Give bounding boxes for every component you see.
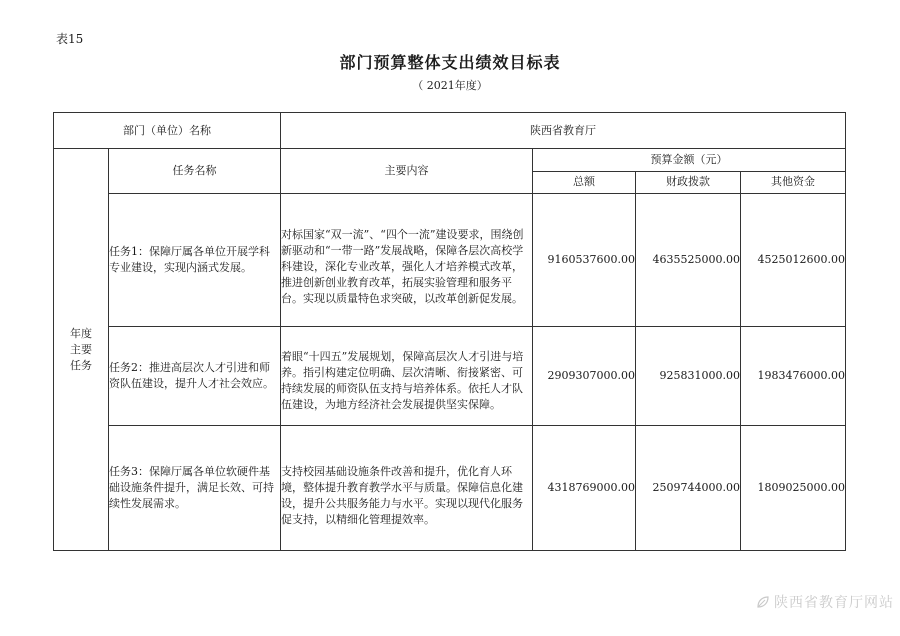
site-watermark bbox=[756, 592, 894, 612]
fiscal-amount-cell: 2509744000.00 bbox=[636, 426, 741, 551]
header-row bbox=[54, 149, 846, 172]
annual-tasks-text: 年度主要任务 bbox=[70, 326, 92, 372]
other-amount-cell: 1809025000.00 bbox=[741, 426, 846, 551]
task-content-cell: 着眼“十四五”发展规划，保障高层次人才引进与培养。指引构建定位明确、层次清晰、衔接紧密、可持续发展的师资队伍支持与培养体系。依托人才队伍建设，为地方经济社会发展提供坚实保障。 bbox=[281, 327, 533, 426]
task-name-cell: 任务1：保障厅属各单位开展学科专业建设，实现内涵式发展。 bbox=[109, 194, 281, 327]
task-name-cell: 任务2：推进高层次人才引进和师资队伍建设，提升人才社会效应。 bbox=[109, 327, 281, 426]
annual-tasks-label bbox=[54, 149, 109, 551]
fiscal-amount-cell: 925831000.00 bbox=[636, 327, 741, 426]
table-row bbox=[54, 426, 846, 551]
leaf-logo-icon bbox=[756, 595, 770, 609]
task-content-cell: 支持校园基础设施条件改善和提升，优化育人环境，整体提升教育教学水平与质量。保障信息化建设，提升公共服务能力与水平。实现以现代化服务促支持，以精细化管理提效率。 bbox=[281, 426, 533, 551]
content-header: 主要内容 bbox=[281, 149, 533, 194]
other-amount-cell: 4525012600.00 bbox=[741, 194, 846, 327]
budget-amount-header: 预算金额（元） bbox=[533, 149, 846, 172]
task-name-cell: 任务3：保障厅属各单位软硬件基础设施条件提升，满足长效、可持续性发展需求。 bbox=[109, 426, 281, 551]
total-header: 总额 bbox=[533, 171, 636, 194]
table-row bbox=[54, 194, 846, 327]
table-number: 表15 bbox=[56, 32, 84, 46]
task-name-header: 任务名称 bbox=[109, 149, 281, 194]
unit-row bbox=[54, 113, 846, 149]
total-amount-cell: 4318769000.00 bbox=[533, 426, 636, 551]
page-title: 部门预算整体支出绩效目标表 bbox=[339, 53, 561, 72]
unit-value: 陕西省教育厅 bbox=[281, 113, 846, 149]
other-header: 其他资金 bbox=[741, 171, 846, 194]
other-amount-cell: 1983476000.00 bbox=[741, 327, 846, 426]
task-content-cell: 对标国家“双一流”、“四个一流”建设要求，围绕创新驱动和“一带一路”发展战略，保障各层次高校学科建设，深化专业改革，强化人才培养模式改革，推进创新创业教育改革，拓展实验管理和服务平台。实现以质量特色求突破，以改革创新促发展。 bbox=[281, 194, 533, 327]
unit-label: 部门（单位）名称 bbox=[54, 113, 281, 149]
total-amount-cell: 2909307000.00 bbox=[533, 327, 636, 426]
fiscal-header: 财政拨款 bbox=[636, 171, 741, 194]
table-row bbox=[54, 327, 846, 426]
fiscal-year: （ 2021年度） bbox=[412, 79, 488, 92]
budget-table bbox=[53, 112, 846, 551]
fiscal-amount-cell: 4635525000.00 bbox=[636, 194, 741, 327]
watermark-text: 陕西省教育厅网站 bbox=[774, 595, 894, 611]
total-amount-cell: 9160537600.00 bbox=[533, 194, 636, 327]
